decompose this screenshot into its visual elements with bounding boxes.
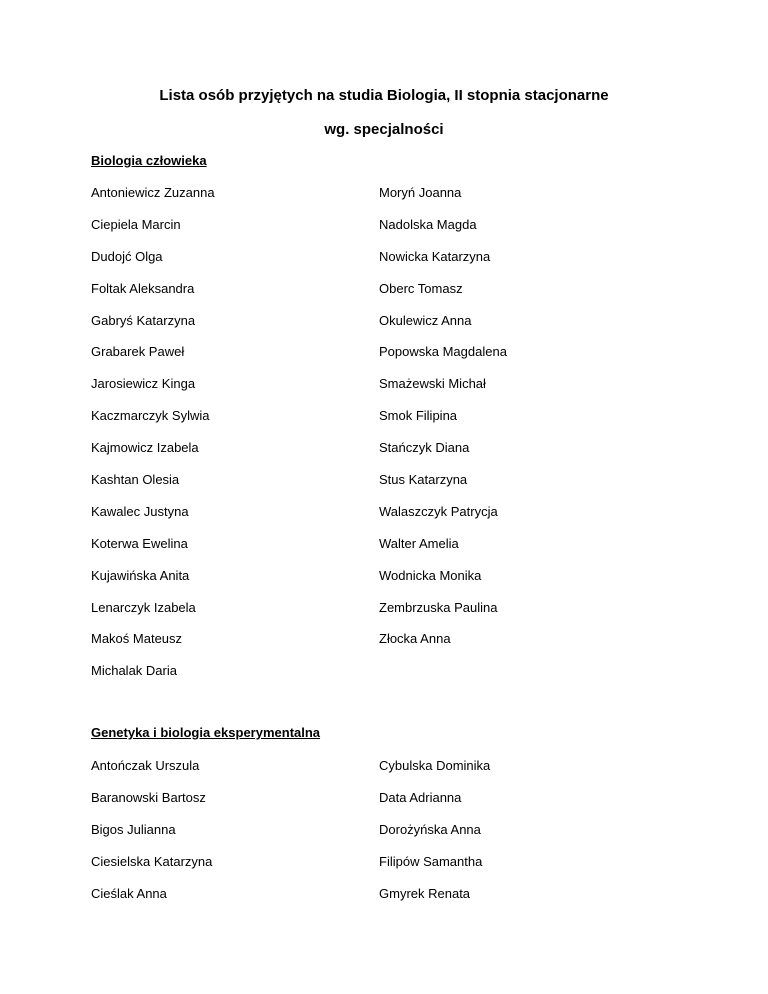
name-entry: Ciepiela Marcin	[91, 216, 181, 232]
name-entry: Wodnicka Monika	[379, 567, 482, 583]
name-entry: Koterwa Ewelina	[91, 535, 188, 551]
name-entry: Kawalec Justyna	[91, 503, 189, 519]
name-entry: Gabryś Katarzyna	[91, 312, 196, 328]
name-entry: Antończak Urszula	[91, 758, 200, 773]
name-entry: Grabarek Paweł	[91, 344, 185, 360]
document-subtitle: wg. specjalności	[324, 121, 444, 138]
name-entry: Smażewski Michał	[379, 376, 486, 392]
name-entry: Moryń Joanna	[379, 185, 462, 200]
name-entry: Oberc Tomasz	[379, 280, 463, 296]
name-entry: Popowska Magdalena	[379, 344, 507, 360]
name-list-biologia-czlowieka	[91, 184, 691, 694]
name-entry: Zembrzuska Paulina	[379, 599, 498, 615]
name-entry: Stus Katarzyna	[379, 472, 468, 488]
section-heading-biologia-czlowieka: Biologia człowieka	[91, 153, 207, 168]
name-entry: Smok Filipina	[379, 408, 458, 424]
name-entry: Nadolska Magda	[379, 216, 477, 232]
name-entry: Jarosiewicz Kinga	[91, 376, 196, 392]
name-entry: Bigos Julianna	[91, 821, 176, 837]
name-list-genetyka	[91, 757, 691, 916]
name-entry: Złocka Anna	[379, 631, 451, 647]
name-entry: Kaczmarczyk Sylwia	[91, 408, 210, 424]
name-entry: Foltak Aleksandra	[91, 280, 195, 296]
name-entry: Cieślak Anna	[91, 885, 167, 901]
name-entry: Kujawińska Anita	[91, 567, 190, 583]
name-entry: Filipów Samantha	[379, 853, 483, 869]
name-entry: Michalak Daria	[91, 663, 177, 679]
name-entry: Gmyrek Renata	[379, 885, 471, 901]
name-entry: Dudojć Olga	[91, 248, 163, 264]
name-entry: Dorożyńska Anna	[379, 821, 481, 837]
name-entry: Data Adrianna	[379, 789, 462, 805]
name-entry: Baranowski Bartosz	[91, 789, 206, 805]
document-title: Lista osób przyjętych na studia Biologia, II stopnia stacjonarne	[159, 87, 609, 104]
name-entry: Okulewicz Anna	[379, 312, 472, 328]
name-entry: Antoniewicz Zuzanna	[91, 185, 215, 200]
name-entry: Cybulska Dominika	[379, 758, 491, 773]
name-entry	[379, 662, 691, 694]
name-entry: Walaszczyk Patrycja	[379, 503, 498, 519]
name-entry: Nowicka Katarzyna	[379, 248, 491, 264]
name-entry: Lenarczyk Izabela	[91, 599, 196, 615]
name-entry: Stańczyk Diana	[379, 440, 470, 456]
section-heading-genetyka: Genetyka i biologia eksperymentalna	[91, 725, 321, 740]
name-entry: Ciesielska Katarzyna	[91, 853, 213, 869]
name-entry: Walter Amelia	[379, 535, 459, 551]
name-entry: Kashtan Olesia	[91, 472, 180, 488]
name-entry: Makoś Mateusz	[91, 631, 183, 647]
name-entry: Kajmowicz Izabela	[91, 440, 199, 456]
